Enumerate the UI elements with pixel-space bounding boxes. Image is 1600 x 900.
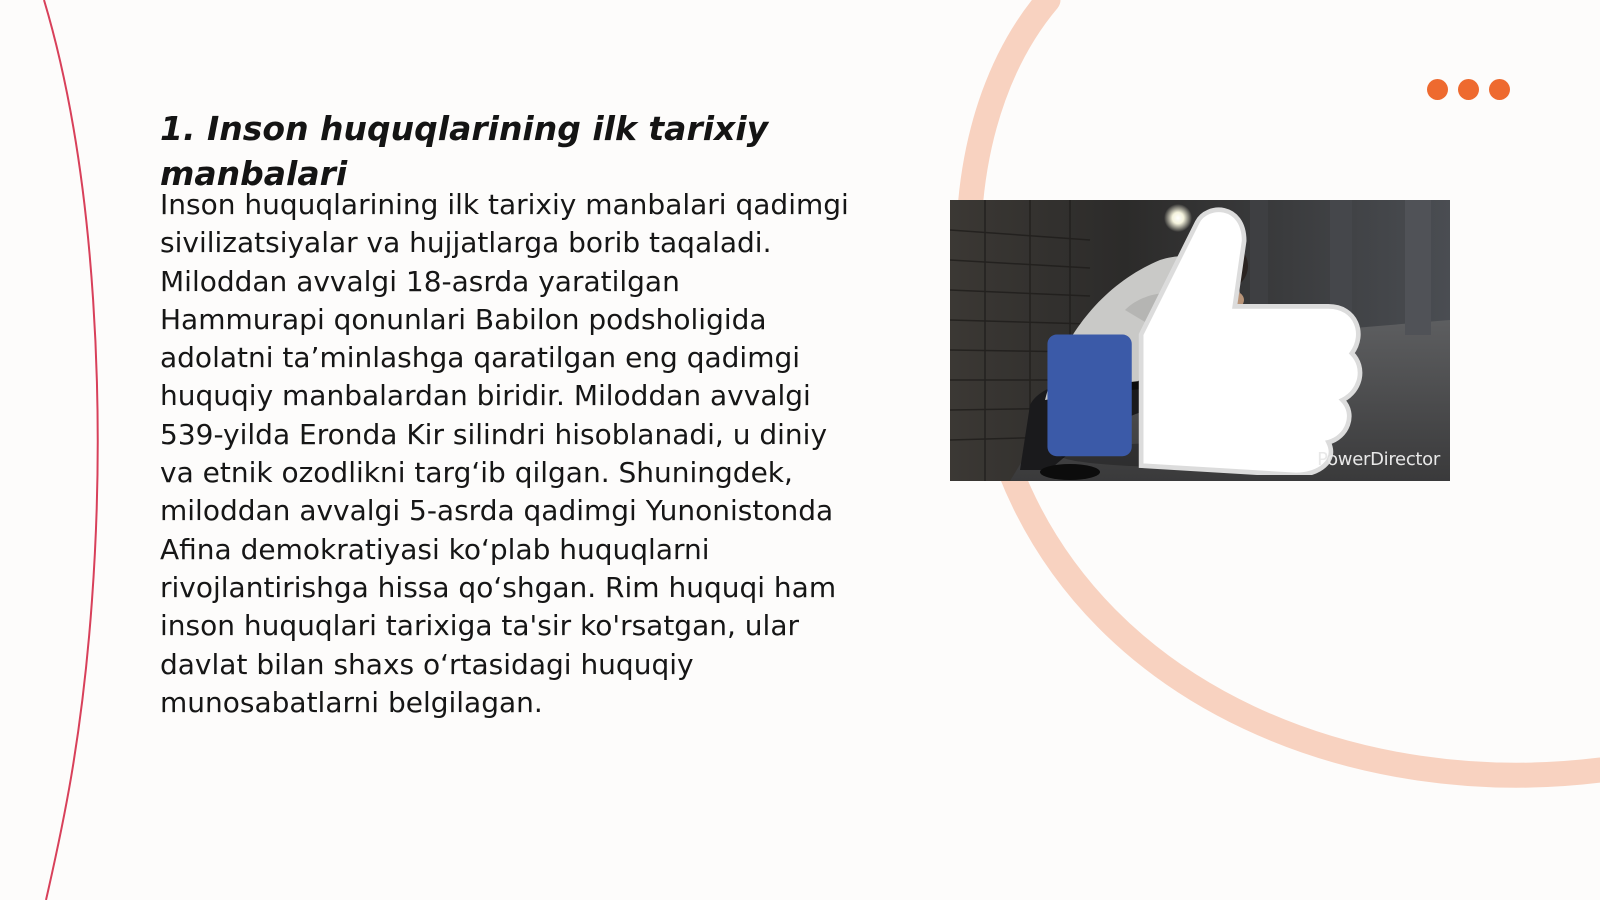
dot-icon (1427, 79, 1448, 100)
dot-icon (1489, 79, 1510, 100)
thumbs-up-icon (952, 200, 1450, 475)
slide-title: 1. Inson huquqlarining ilk tarixiy manbalari (160, 109, 769, 193)
slide-body-text: Inson huquqlarining ilk tarixiy manbalari qadimgi sivilizatsiyalar va hujjatlarga borib taqaladi. Miloddan avvalgi 18-asrda yaratilgan Hammurapi qonunlari Babilon podsholigida adolatni ta’minlashga qaratilgan eng qadimgi huquqiy manbalardan biridir. Miloddan avvalgi 539-yilda Eronda Kir silindri hisoblanadi, u diniy va etnik ozodlikni targ‘ib qilgan. Shuningdek, miloddan avvalgi 5-asrda qadimgi Yunonistonda Afina demokratiyasi ko‘plab huquqlarni rivojlantirishga hissa qo‘shgan. Rim huquqi ham inson huquqlari tarixiga ta'sir ko'rsatgan, ular davlat bilan shaxs o‘rtasidagi huquqiy munosabatlarni belgilagan. (160, 188, 849, 719)
left-curve-line (44, 0, 98, 900)
slide-photo (950, 200, 1450, 481)
more-options-dots (1427, 79, 1510, 100)
dot-icon (1458, 79, 1479, 100)
powerdirector-watermark: PowerDirector (1317, 449, 1440, 470)
